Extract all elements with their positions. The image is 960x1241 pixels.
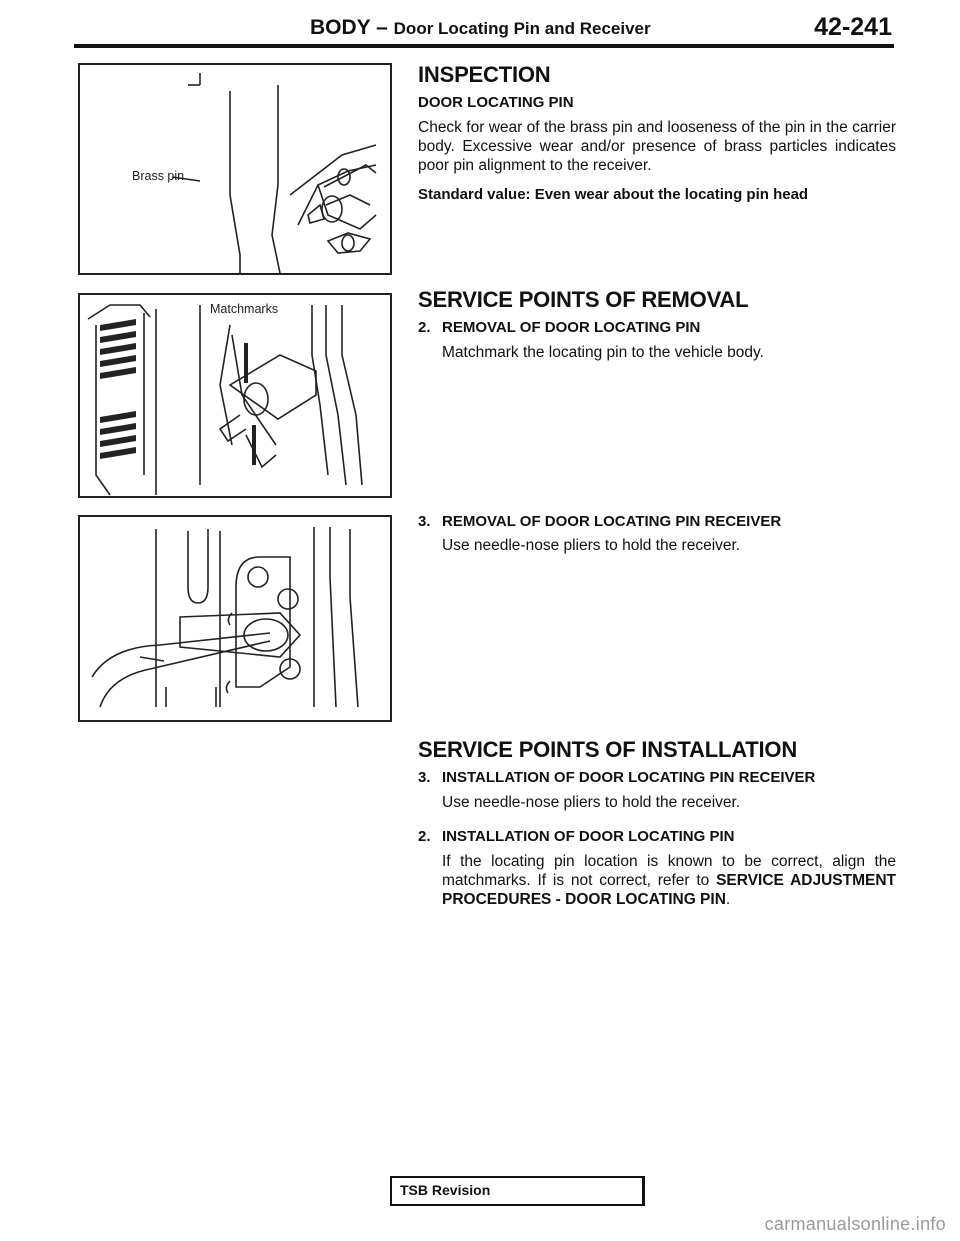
installation-item-text: Use needle-nose pliers to hold the receiver. bbox=[442, 794, 741, 811]
header-section: BODY bbox=[310, 16, 371, 39]
installation-item-text bbox=[442, 852, 896, 909]
removal-section bbox=[418, 287, 896, 587]
figure-label-brass-pin: Brass pin bbox=[132, 169, 185, 183]
figure-pliers bbox=[78, 515, 392, 722]
removal-item-text: Use needle-nose pliers to hold the receiver. bbox=[442, 537, 741, 554]
inspection-text: Check for wear of the brass pin and looseness of the pin in the carrier body. Excessive wear and/or presence of brass particles indicates poor pin alignment to the receiver. bbox=[418, 119, 896, 174]
installation-item-title: INSTALLATION OF DOOR LOCATING PIN RECEIVER bbox=[442, 769, 816, 786]
pliers-illustration bbox=[80, 517, 390, 720]
inspection-heading: INSPECTION bbox=[418, 62, 551, 87]
figure-label-matchmarks: Matchmarks bbox=[210, 302, 279, 316]
figure-matchmarks bbox=[78, 293, 392, 498]
removal-item-title: REMOVAL OF DOOR LOCATING PIN bbox=[442, 319, 701, 336]
header-subtitle: Door Locating Pin and Receiver bbox=[393, 19, 651, 38]
installation-item-title: INSTALLATION OF DOOR LOCATING PIN bbox=[442, 828, 735, 845]
tsb-revision-box bbox=[390, 1176, 645, 1206]
tsb-revision-label: TSB Revision bbox=[400, 1182, 491, 1198]
inspection-section bbox=[418, 62, 896, 203]
installation-item-number: 2. bbox=[418, 828, 431, 845]
inspection-subheading: DOOR LOCATING PIN bbox=[418, 94, 574, 111]
removal-item-title: REMOVAL OF DOOR LOCATING PIN RECEIVER bbox=[442, 513, 782, 530]
header-dash: – bbox=[370, 16, 394, 39]
figure-brass-pin bbox=[78, 63, 392, 275]
removal-item-number: 2. bbox=[418, 319, 431, 336]
brass-pin-illustration bbox=[80, 65, 390, 273]
page-header bbox=[74, 10, 894, 48]
installation-section bbox=[418, 737, 896, 937]
installation-text-before: If the locating pin location is known to be correct, align the matchmarks. If is not correct, refer to bbox=[442, 853, 896, 889]
installation-item-number: 3. bbox=[418, 769, 431, 786]
removal-heading: SERVICE POINTS OF REMOVAL bbox=[418, 287, 749, 312]
standard-value: Standard value: Even wear about the locating pin head bbox=[418, 186, 809, 203]
service-adjustment-reference: SERVICE ADJUSTMENT PROCEDURES - DOOR LOCATING PIN bbox=[442, 872, 896, 908]
matchmarks-illustration bbox=[80, 295, 390, 496]
installation-heading: SERVICE POINTS OF INSTALLATION bbox=[418, 737, 798, 762]
removal-item-number: 3. bbox=[418, 513, 431, 530]
watermark: carmanualsonline.info bbox=[764, 1214, 946, 1234]
page-number: 42-241 bbox=[814, 13, 892, 41]
removal-item-text: Matchmark the locating pin to the vehicle body. bbox=[442, 344, 764, 361]
header-title bbox=[310, 16, 651, 40]
installation-text-after: . bbox=[725, 891, 731, 908]
